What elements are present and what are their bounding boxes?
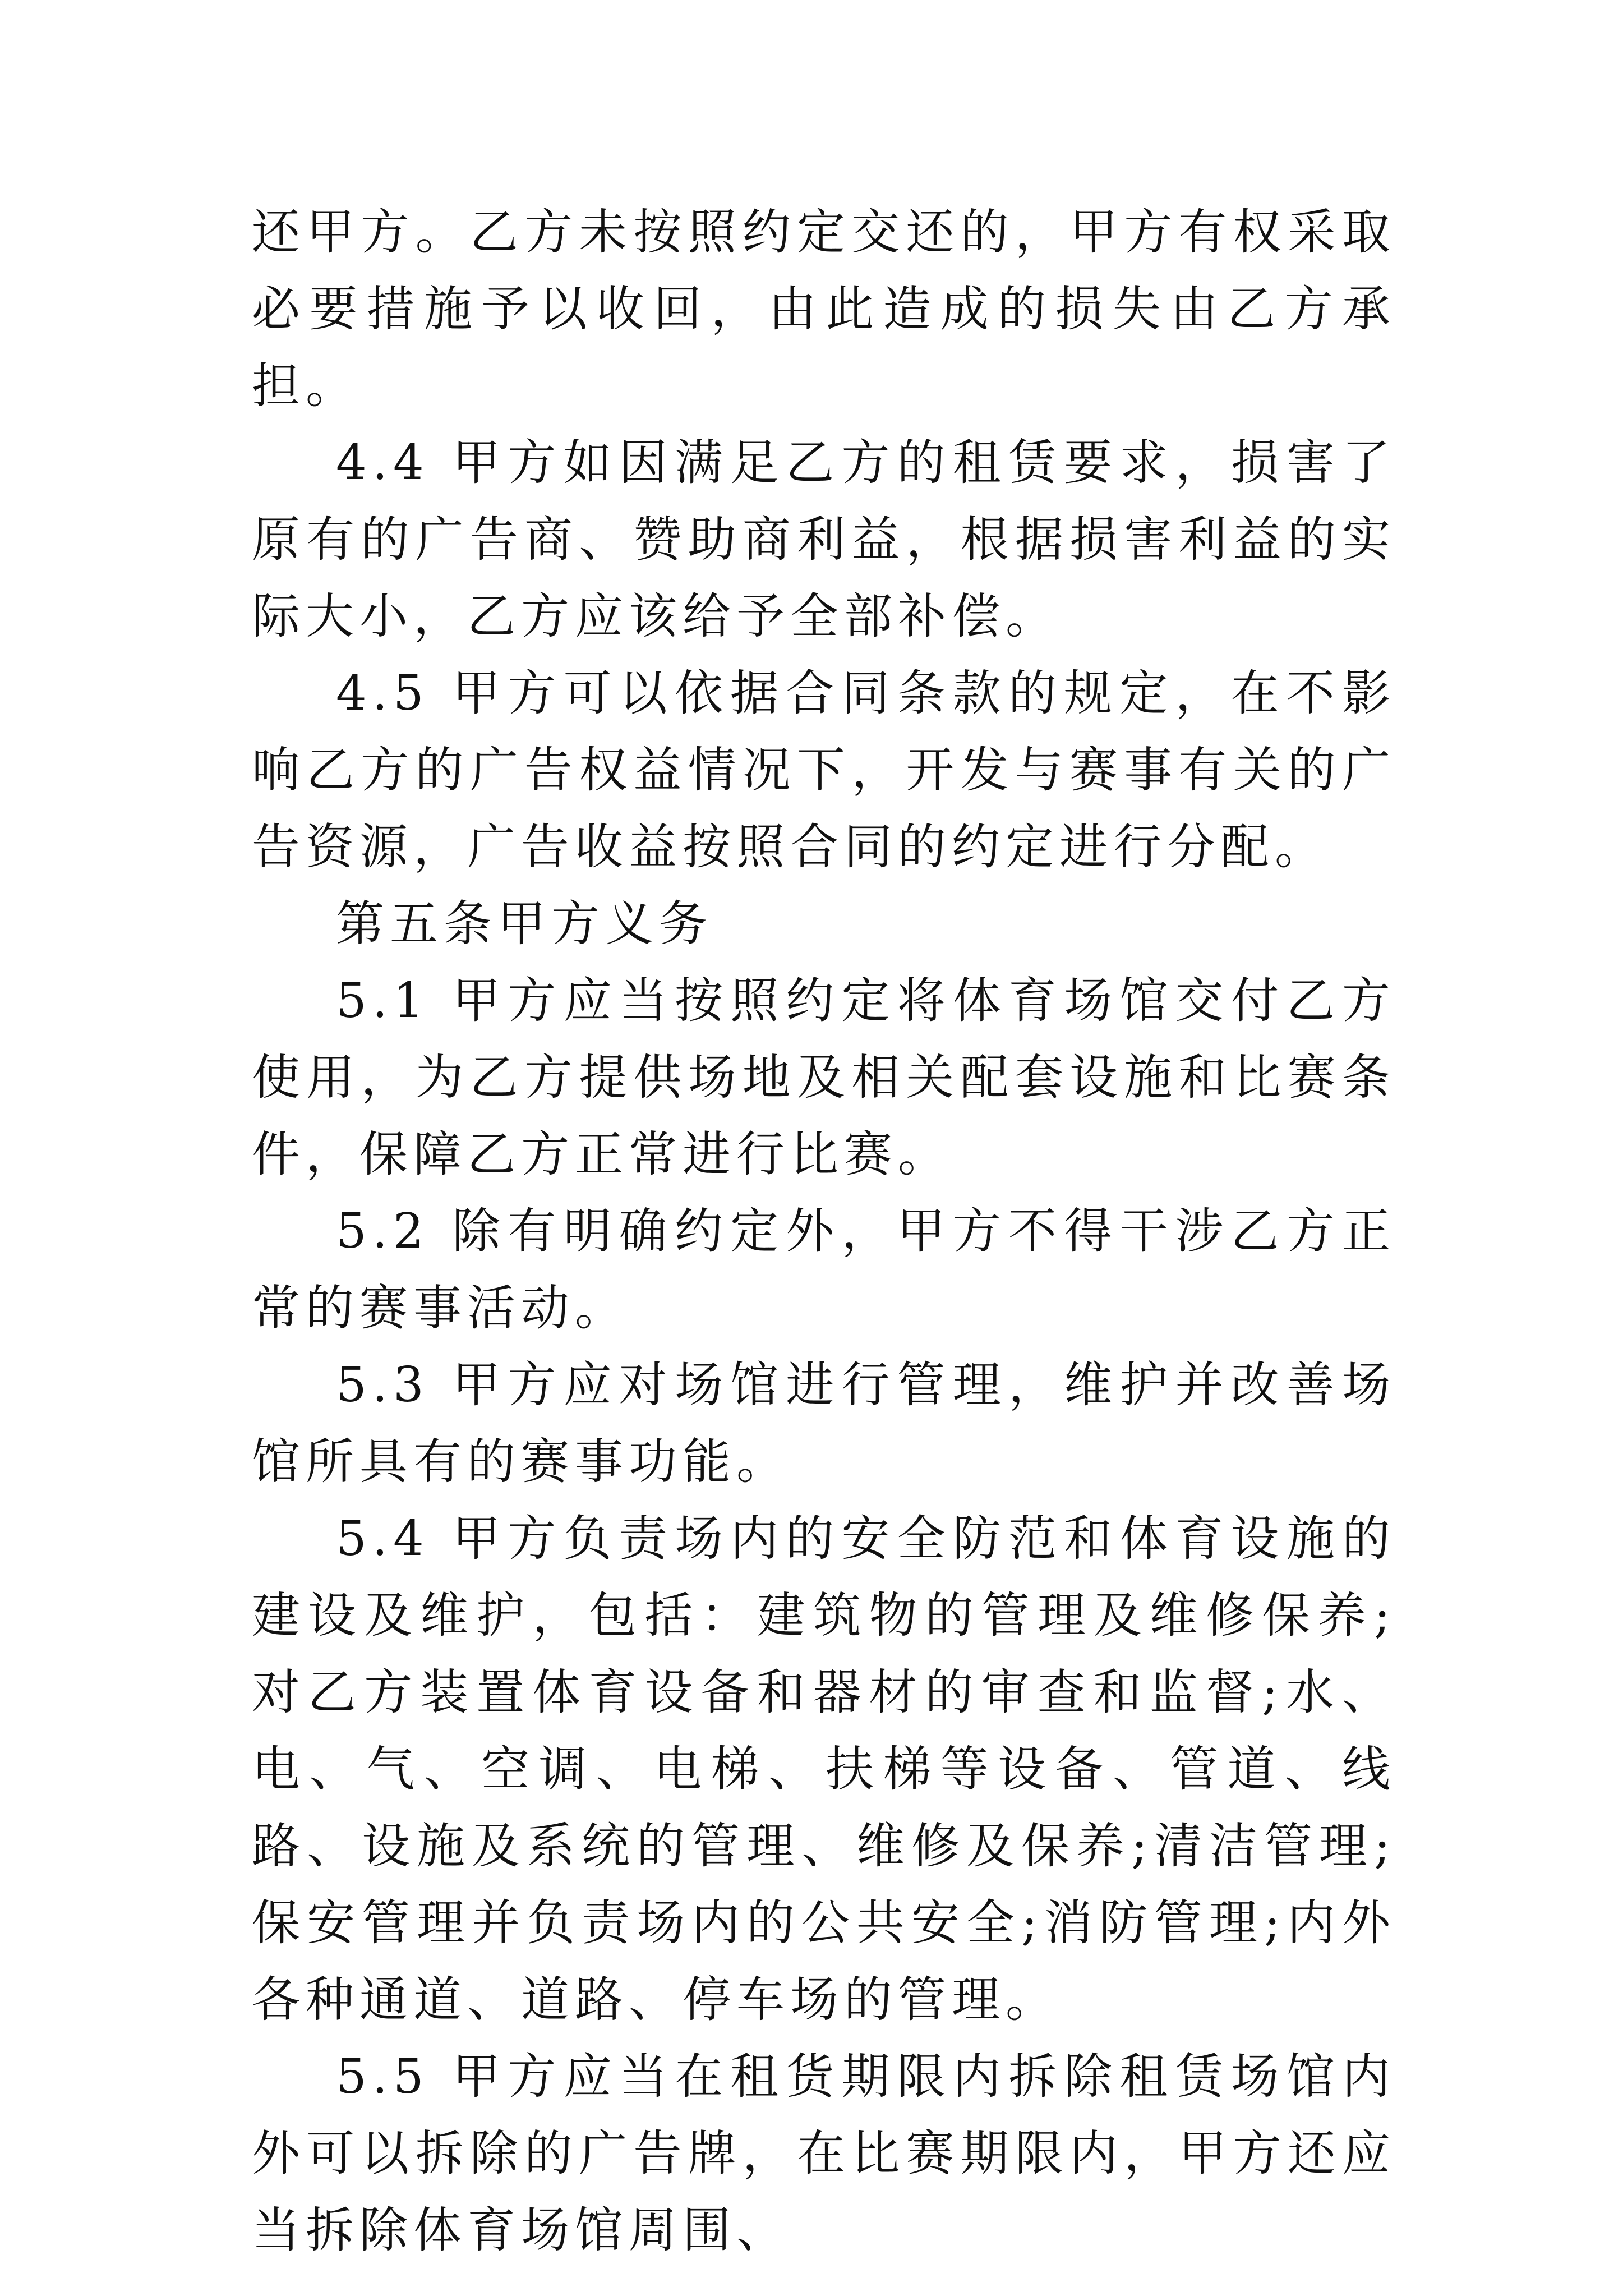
clause-4-4: 4.4 甲方如因满足乙方的租赁要求，损害了原有的广告商、赞助商利益，根据损害利益的实际大小，乙方应该给予全部补偿。 — [252, 435, 1396, 645]
clause-5-3: 5.3 甲方应对场馆进行管理，维护并改善场馆所具有的赛事功能。 — [252, 1357, 1396, 1490]
clause-5-4: 5.4 甲方负责场内的安全防范和体育设施的建设及维护，包括：建筑物的管理及维修保养;对乙方装置体育设备和器材的审查和监督;水、电、气、空调、电梯、扶梯等设备、管道、线路、设施及系统的管理、维修及保养;清洁管理;保安管理并负责场内的公共安全;消防管理;内外各种通道、道路、停车场的管理。 — [252, 1511, 1396, 2028]
clause-4-5: 4.5 甲方可以依据合同条款的规定，在不影响乙方的广告权益情况下，开发与赛事有关的广告资源，广告收益按照合同的约定进行分配。 — [252, 665, 1396, 875]
document-body — [252, 194, 1396, 2269]
article-5-heading: 第五条甲方义务 — [336, 896, 713, 952]
clause-5-5: 5.5 甲方应当在租货期限内拆除租赁场馆内外可以拆除的广告牌，在比赛期限内，甲方还应当拆除体育场馆周围、 — [252, 2049, 1396, 2258]
paragraph-continued: 还甲方。乙方未按照约定交还的，甲方有权采取必要措施予以收回，由此造成的损失由乙方承担。 — [252, 204, 1396, 414]
clause-5-2: 5.2 除有明确约定外，甲方不得干涉乙方正常的赛事活动。 — [252, 1203, 1396, 1336]
clause-5-1: 5.1 甲方应当按照约定将体育场馆交付乙方使用，为乙方提供场地及相关配套设施和比赛条件，保障乙方正常进行比赛。 — [252, 973, 1396, 1182]
